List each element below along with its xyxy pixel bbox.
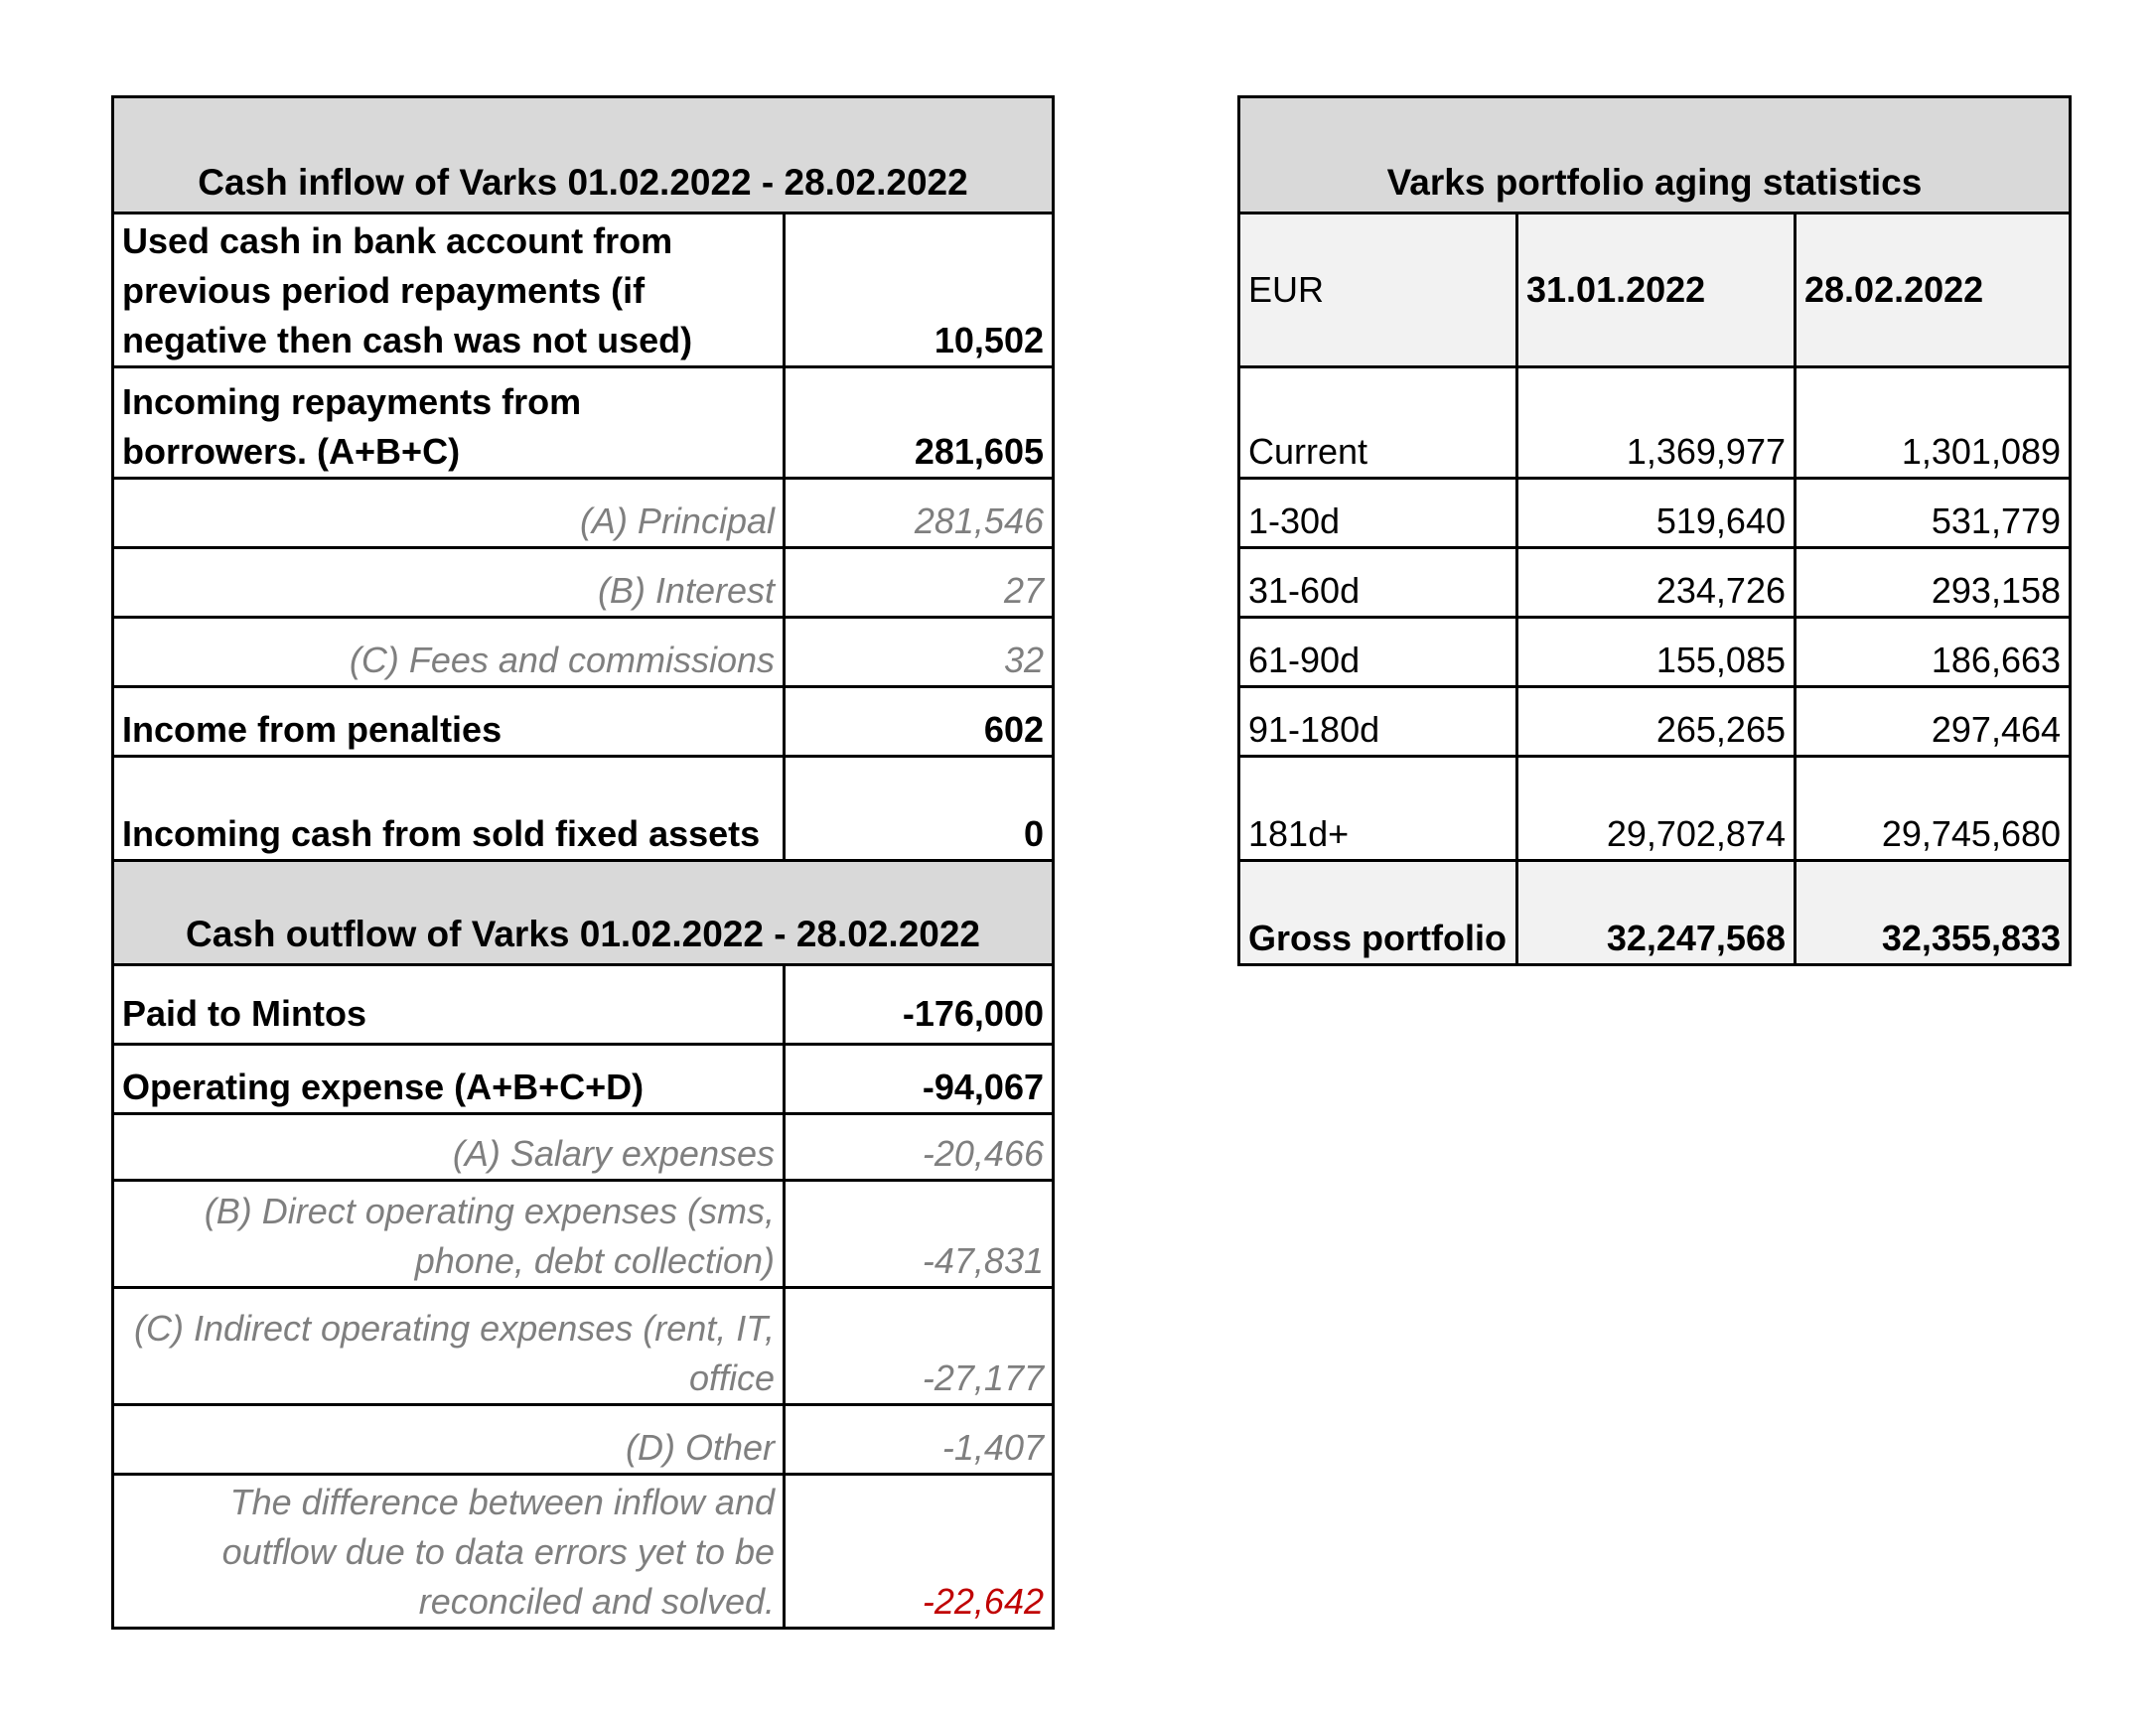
row-label: 61-90d [1239,618,1517,687]
row-value: -94,067 [785,1045,1054,1114]
row-label: Income from penalties [113,687,785,757]
row-value: 1,301,089 [1796,367,2071,479]
row-value: 519,640 [1517,479,1796,548]
table-row [113,1475,1054,1629]
column-header: EUR [1239,214,1517,367]
row-label: The difference between inflow and outflow due to data errors yet to be reconciled and solved. [113,1475,785,1629]
row-label: (B) Interest [113,548,785,618]
row-value: -20,466 [785,1114,1054,1181]
row-value: 281,605 [785,367,1054,479]
table-row [1239,548,2071,618]
row-label: (C) Fees and commissions [113,618,785,687]
row-value: -22,642 [785,1475,1054,1629]
row-value: 297,464 [1796,687,2071,757]
cash-flow-table [111,95,1055,1630]
row-value: 265,265 [1517,687,1796,757]
row-value: 186,663 [1796,618,2071,687]
outflow-title: Cash outflow of Varks 01.02.2022 - 28.02.2022 [113,861,1054,965]
row-label: Paid to Mintos [113,965,785,1045]
column-header: 28.02.2022 [1796,214,2071,367]
table-row [113,367,1054,479]
row-value: 32,247,568 [1517,861,1796,965]
row-label: (C) Indirect operating expenses (rent, IT, office [113,1288,785,1405]
row-value: -176,000 [785,965,1054,1045]
table-row [1239,367,2071,479]
row-label: (A) Salary expenses [113,1114,785,1181]
row-value: 32 [785,618,1054,687]
table-row [113,687,1054,757]
table-row [1239,687,2071,757]
row-label: 181d+ [1239,757,1517,861]
row-label: (D) Other [113,1405,785,1475]
row-value: -47,831 [785,1181,1054,1288]
row-value: 155,085 [1517,618,1796,687]
row-label: Operating expense (A+B+C+D) [113,1045,785,1114]
table-row [1239,757,2071,861]
table-header-row [1239,214,2071,367]
table-row [113,965,1054,1045]
row-label: Gross portfolio [1239,861,1517,965]
row-value: 27 [785,548,1054,618]
table-row [113,618,1054,687]
table-row [113,1288,1054,1405]
table-row [1239,479,2071,548]
row-value: 1,369,977 [1517,367,1796,479]
row-value: 10,502 [785,214,1054,367]
row-label: Current [1239,367,1517,479]
row-label: 91-180d [1239,687,1517,757]
row-value: 234,726 [1517,548,1796,618]
table-row [1239,618,2071,687]
aging-table [1237,95,2072,966]
table-row [1239,861,2071,965]
row-label: 31-60d [1239,548,1517,618]
table-row [113,214,1054,367]
row-value: 32,355,833 [1796,861,2071,965]
table-row [113,1114,1054,1181]
row-value: 293,158 [1796,548,2071,618]
row-label: Used cash in bank account from previous period repayments (if negative then cash was not used) [113,214,785,367]
row-value: -27,177 [785,1288,1054,1405]
column-header: 31.01.2022 [1517,214,1796,367]
row-value: 29,745,680 [1796,757,2071,861]
table-row [113,1045,1054,1114]
row-value: 531,779 [1796,479,2071,548]
aging-title: Varks portfolio aging statistics [1239,97,2071,214]
table-row [113,548,1054,618]
table-row [113,1405,1054,1475]
table-row [113,757,1054,861]
table-row [113,1181,1054,1288]
row-value: 602 [785,687,1054,757]
inflow-title: Cash inflow of Varks 01.02.2022 - 28.02.2022 [113,97,1054,214]
row-value: 0 [785,757,1054,861]
row-value: -1,407 [785,1405,1054,1475]
table-row [113,479,1054,548]
row-label: 1-30d [1239,479,1517,548]
row-value: 29,702,874 [1517,757,1796,861]
row-label: Incoming repayments from borrowers. (A+B+C) [113,367,785,479]
row-label: (B) Direct operating expenses (sms, phone, debt collection) [113,1181,785,1288]
row-label: (A) Principal [113,479,785,548]
row-value: 281,546 [785,479,1054,548]
row-label: Incoming cash from sold fixed assets [113,757,785,861]
